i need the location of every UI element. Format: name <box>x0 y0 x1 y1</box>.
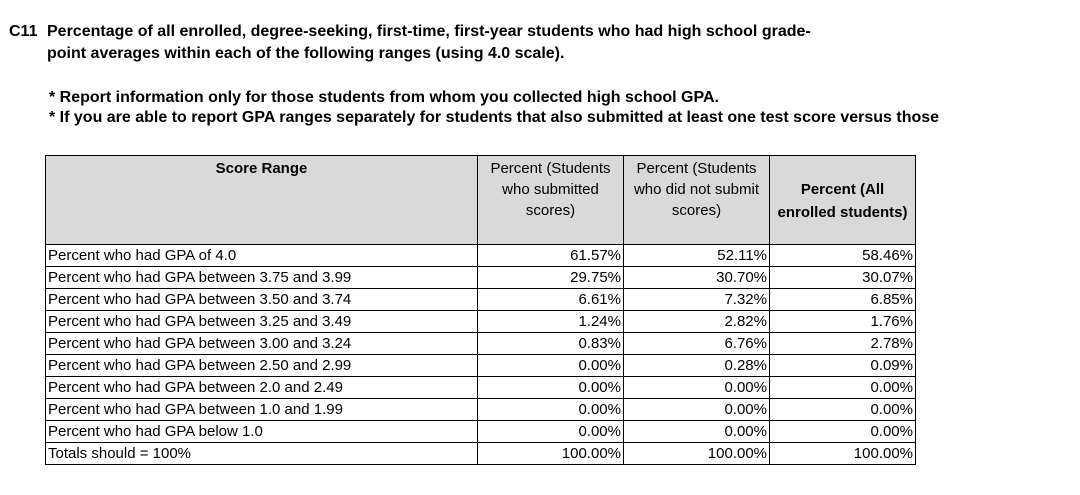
cell-percent-submitted: 1.24% <box>478 311 624 333</box>
cell-percent-all: 6.85% <box>770 289 916 311</box>
row-label: Percent who had GPA between 2.0 and 2.49 <box>46 377 478 399</box>
cell-percent-all: 1.76% <box>770 311 916 333</box>
note-collected-gpa: * Report information only for those students from whom you collected high school GPA. <box>49 89 719 106</box>
cell-percent-submitted: 0.00% <box>478 421 624 443</box>
cell-percent-not-submitted: 0.28% <box>624 355 770 377</box>
cell-percent-all: 30.07% <box>770 267 916 289</box>
table-row <box>46 355 916 377</box>
table-row <box>46 311 916 333</box>
header-percent-not-submitted: Percent (Students who did not submit scores) <box>624 156 770 245</box>
question-code: C11 <box>9 23 38 40</box>
cell-percent-submitted: 0.00% <box>478 399 624 421</box>
row-label: Percent who had GPA between 3.25 and 3.49 <box>46 311 478 333</box>
table-row <box>46 333 916 355</box>
cell-percent-not-submitted: 30.70% <box>624 267 770 289</box>
table-row <box>46 289 916 311</box>
table-row <box>46 421 916 443</box>
cell-percent-not-submitted: 0.00% <box>624 377 770 399</box>
cell-percent-all: 0.00% <box>770 399 916 421</box>
cell-percent-all: 100.00% <box>770 443 916 465</box>
row-label: Percent who had GPA between 1.0 and 1.99 <box>46 399 478 421</box>
table-row <box>46 443 916 465</box>
cell-percent-submitted: 29.75% <box>478 267 624 289</box>
cell-percent-submitted: 6.61% <box>478 289 624 311</box>
row-label: Percent who had GPA between 3.00 and 3.24 <box>46 333 478 355</box>
table-row <box>46 267 916 289</box>
cell-percent-all: 0.00% <box>770 377 916 399</box>
row-label: Percent who had GPA between 2.50 and 2.99 <box>46 355 478 377</box>
gpa-distribution-table <box>45 155 916 465</box>
table-row <box>46 377 916 399</box>
cell-percent-not-submitted: 52.11% <box>624 245 770 267</box>
question-text-line-1: Percentage of all enrolled, degree-seeking, first-time, first-year students who had high school grade- <box>47 23 811 40</box>
note-separate-ranges: * If you are able to report GPA ranges separately for students that also submitted at least one test score versus those <box>49 109 940 126</box>
table-row <box>46 399 916 421</box>
table-body <box>46 245 916 465</box>
table-header-row <box>46 156 916 245</box>
cell-percent-not-submitted: 0.00% <box>624 399 770 421</box>
row-label: Percent who had GPA between 3.50 and 3.74 <box>46 289 478 311</box>
row-label: Totals should = 100% <box>46 443 478 465</box>
cell-percent-all: 0.00% <box>770 421 916 443</box>
cell-percent-not-submitted: 100.00% <box>624 443 770 465</box>
cell-percent-submitted: 0.00% <box>478 377 624 399</box>
cell-percent-not-submitted: 6.76% <box>624 333 770 355</box>
cell-percent-not-submitted: 2.82% <box>624 311 770 333</box>
row-label: Percent who had GPA below 1.0 <box>46 421 478 443</box>
cell-percent-submitted: 0.00% <box>478 355 624 377</box>
instruction-notes <box>49 88 1080 128</box>
header-score-range: Score Range <box>46 156 478 245</box>
cell-percent-not-submitted: 7.32% <box>624 289 770 311</box>
header-percent-all: Percent (All enrolled students) <box>770 156 916 245</box>
cell-percent-submitted: 100.00% <box>478 443 624 465</box>
cell-percent-submitted: 61.57% <box>478 245 624 267</box>
question-line-1 <box>9 21 1069 43</box>
cell-percent-submitted: 0.83% <box>478 333 624 355</box>
question-heading <box>9 21 1069 65</box>
cell-percent-all: 2.78% <box>770 333 916 355</box>
cell-percent-all: 0.09% <box>770 355 916 377</box>
cell-percent-all: 58.46% <box>770 245 916 267</box>
row-label: Percent who had GPA of 4.0 <box>46 245 478 267</box>
cell-percent-not-submitted: 0.00% <box>624 421 770 443</box>
question-text-line-2: point averages within each of the following ranges (using 4.0 scale). <box>47 45 565 62</box>
header-percent-submitted: Percent (Students who submitted scores) <box>478 156 624 245</box>
row-label: Percent who had GPA between 3.75 and 3.99 <box>46 267 478 289</box>
table-row <box>46 245 916 267</box>
